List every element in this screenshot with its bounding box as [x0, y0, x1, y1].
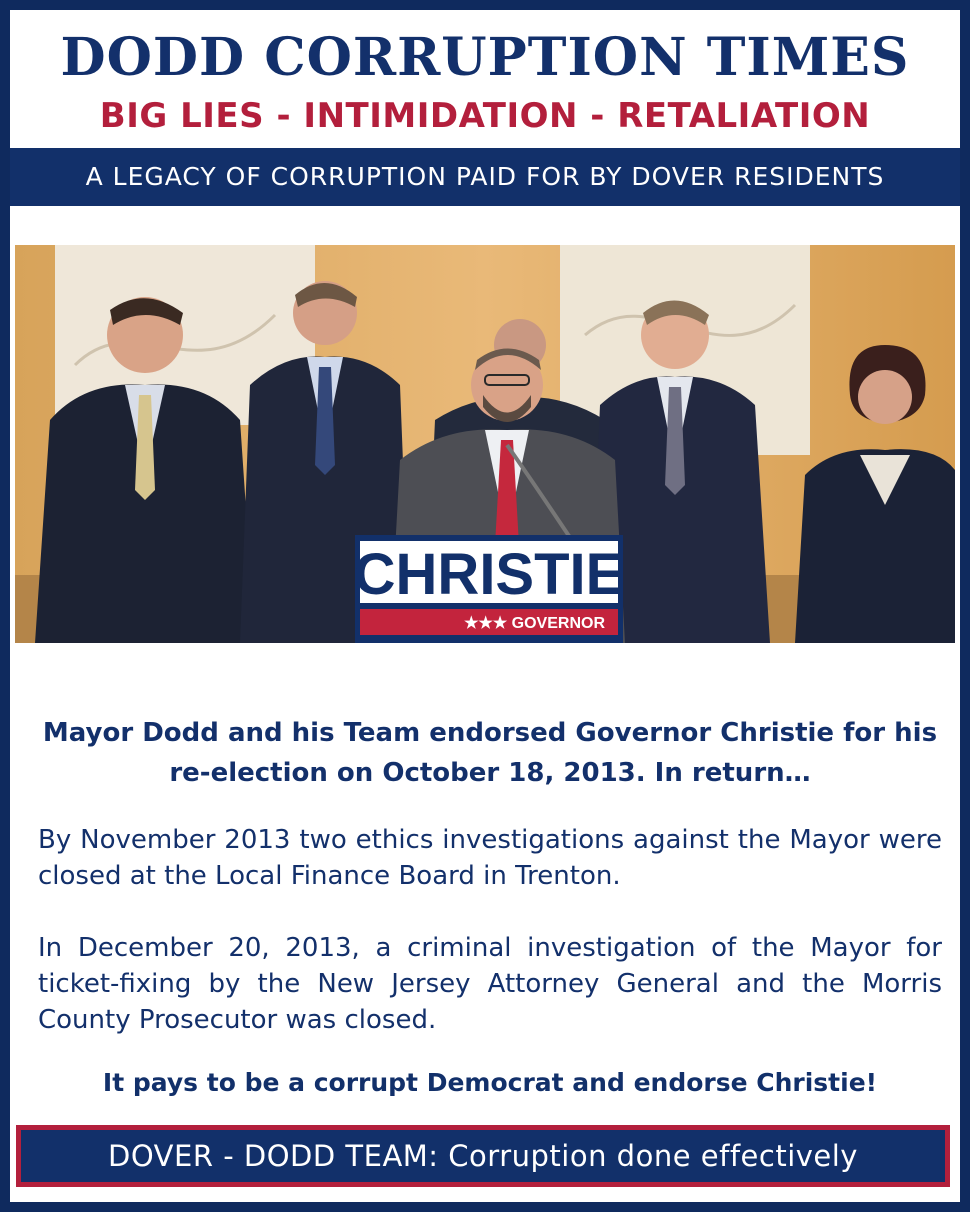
flyer-content	[10, 10, 960, 1202]
masthead	[10, 10, 960, 148]
podium	[354, 535, 625, 643]
podium-subtext: ★★★ GOVERNOR	[464, 615, 605, 632]
press-photo-illustration	[15, 245, 955, 643]
article-paragraph-2: In December 20, 2013, a criminal investigation of the Mayor for ticket-fixing by the New Jersey Attorney General and the Morris County Prosecutor was closed.	[38, 933, 942, 1035]
article-lead: Mayor Dodd and his Team endorsed Governor Christie for his re-election on October 18, 2013. In return…	[42, 718, 938, 788]
footer-banner	[16, 1125, 950, 1187]
article-paragraph-1: By November 2013 two ethics investigations against the Mayor were closed at the Local Finance Board in Trenton.	[38, 825, 942, 891]
article-closing: It pays to be a corrupt Democrat and endorse Christie!	[102, 1068, 878, 1097]
masthead-title: DODD CORRUPTION TIMES	[60, 27, 910, 88]
footer-text: DOVER - DODD TEAM: Corruption done effectively	[21, 1130, 945, 1182]
masthead-tagline: BIG LIES - INTIMIDATION - RETALIATION	[99, 96, 871, 136]
podium-sign: CHRISTIE	[353, 542, 625, 607]
masthead-banner: A LEGACY OF CORRUPTION PAID FOR BY DOVER RESIDENTS	[10, 148, 960, 206]
press-photo	[15, 245, 955, 643]
